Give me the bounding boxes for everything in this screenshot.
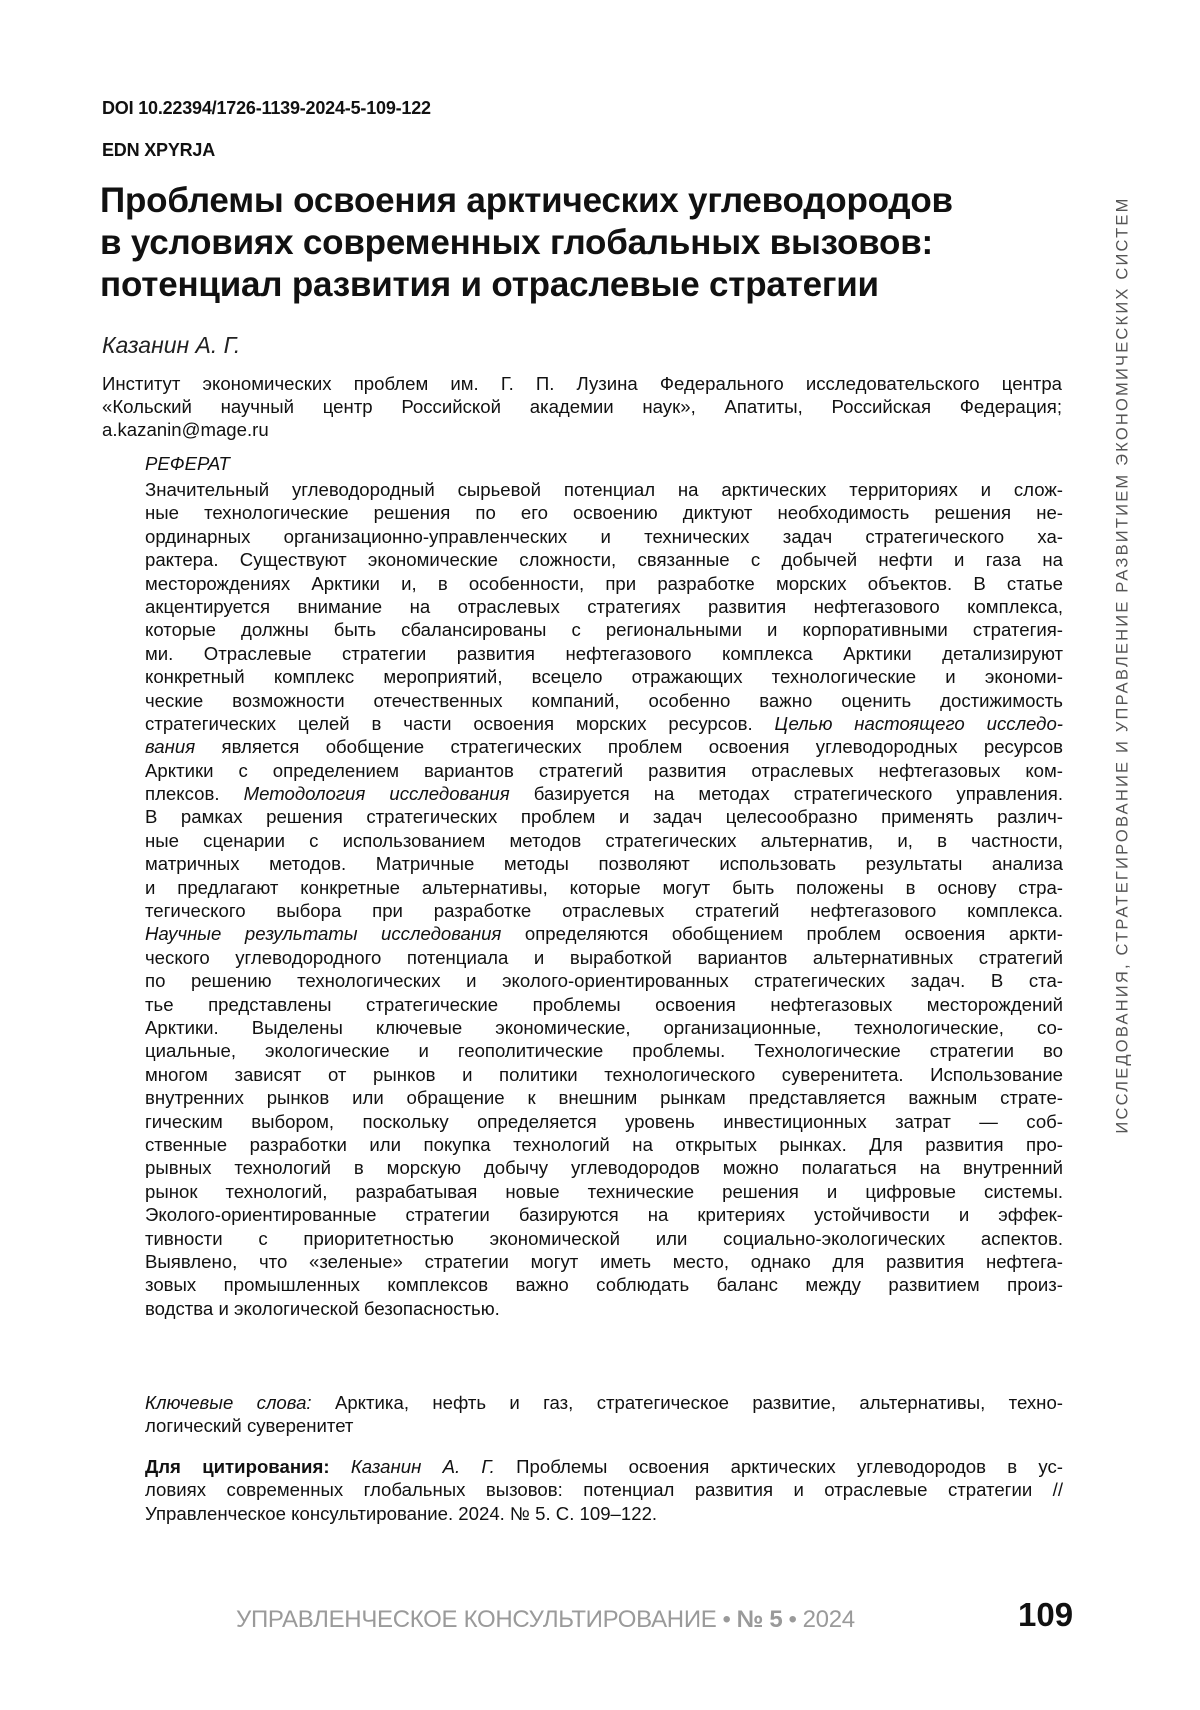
abstract-line: внутренних рынков или обращение к внешним рынкам представляется важным страте- [145,1087,1063,1109]
abstract-line [145,922,1063,945]
title-line: Проблемы освоения арктических углеводородов [100,181,953,220]
citation-text: Проблемы освоения арктических углеводородов в ус- [494,1456,1063,1477]
keywords-label: Ключевые слова: [145,1392,312,1413]
abstract-heading: РЕФЕРАТ [145,453,230,474]
section-side-rail [1108,100,1138,1230]
abstract-line: ческого углеводородного потенциала и выработкой вариантов альтернативных стратегий [145,946,1063,968]
abstract-line: ми. Отраслевые стратегии развития нефтегазового комплекса Арктики детализируют [145,642,1063,664]
method-phrase: Методология исследования [243,783,510,805]
abstract-line: Выявлено, что «зеленые» стратегии могут иметь место, однако для развития нефтега- [145,1250,1063,1272]
abstract-line: и предлагают конкретные альтернативы, которые могут быть положены в основу стра- [145,876,1063,898]
abstract-line: ные сценарии с использованием методов стратегических альтернатив, и, в частности, [145,829,1063,851]
abstract-line [145,735,1063,758]
abstract-line: по решению технологических и эколого-ориентированных стратегических задач. В ста- [145,970,1063,992]
title-line: потенциал развития и отраслевые стратегии [100,265,879,304]
abstract-line: которые должны быть сбалансированы с региональными и корпоративными стратегия- [145,619,1063,641]
abstract-line: ческие возможности отечественных компаний, особенно важно оценить достижимость [145,689,1063,711]
abstract-line: матричных методов. Матричные методы позволяют использовать результаты анализа [145,853,1063,875]
abstract-line: ственные разработки или покупка технологий на открытых рынках. Для развития про- [145,1133,1063,1155]
abstract-fragment: плексов. [145,783,244,805]
abstract-line [145,712,1063,735]
abstract-line [145,782,1063,805]
citation-line: Управленческое консультирование. 2024. № 5. С. 109–122. [145,1502,658,1524]
article-title [100,180,1020,306]
affiliation-line: «Кольский научный центр Российской академии наук», Апатиты, Российская Федерация; [102,396,1062,417]
issue-year: 2024 [802,1606,855,1633]
goal-phrase-end: вания [145,736,196,758]
abstract-fragment: является обобщение стратегических проблем освоения углеводородных ресурсов [195,736,1063,758]
page-number: 109 [1018,1596,1074,1633]
abstract-line: рывных технологий в морскую добычу углеводородов можно полагаться на внутренний [145,1157,1063,1179]
title-line: в условиях современных глобальных вызовов: [100,223,933,262]
citation-block [145,1455,1063,1525]
abstract-line: В рамках решения стратегических проблем и задач целесообразно применять различ- [145,806,1063,828]
abstract-line: тегического выбора при разработке отраслевых стратегий нефтегазового комплекса. [145,900,1063,922]
author-affiliation [102,372,1062,441]
abstract-line: рынок технологий, разрабатывая новые технические решения и цифровые системы. [145,1180,1063,1202]
abstract-line: Арктики с определением вариантов стратегий развития отраслевых нефтегазовых ком- [145,759,1063,781]
abstract-line: конкретный комплекс мероприятий, всецело отражающих технологические и экономи- [145,666,1063,688]
abstract-line: водства и экологической безопасностью. [145,1297,500,1319]
abstract-line: гическим выбором, поскольку определяется уровень инвестиционных затрат — соб- [145,1110,1063,1132]
separator-dot: • [722,1606,731,1633]
abstract-line: Эколого-ориентированные стратегии базируются на критериях устойчивости и эффек- [145,1204,1063,1226]
journal-name: УПРАВЛЕНЧЕСКОЕ КОНСУЛЬТИРОВАНИЕ [236,1606,717,1633]
issue-number: № 5 [736,1606,783,1633]
separator-dot: • [788,1606,797,1633]
abstract-line: рактера. Существуют экономические сложности, связанные с добычей нефти и газа на [145,549,1063,571]
abstract-line: зовых промышленных комплексов важно соблюдать баланс между развитием произ- [145,1274,1063,1296]
edn-line: EDN XPYRJA [102,140,216,160]
abstract-line: акцентируется внимание на отраслевых стратегиях развития нефтегазового комплекса, [145,595,1063,617]
keywords-line: логический суверенитет [145,1415,354,1437]
keywords-text: Арктика, нефть и газ, стратегическое развитие, альтернативы, техно- [311,1392,1063,1413]
abstract-line: тье представлены стратегические проблемы освоения нефтегазовых месторождений [145,993,1063,1015]
abstract-line: Арктики. Выделены ключевые экономические, организационные, технологические, со- [145,1016,1063,1038]
doi-line: DOI 10.22394/1726-1139-2024-5-109-122 [102,98,431,118]
author-name: Казанин А. Г. [102,332,241,358]
affiliation-line: Институт экономических проблем им. Г. П. Лузина Федерального исследовательского центра [102,373,1062,394]
abstract-line: Значительный углеводородный сырьевой потенциал на арктических территориях и слож- [145,479,1063,500]
citation-label: Для цитирования: [145,1456,330,1477]
abstract-body [145,478,1063,1320]
abstract-fragment: базируется на методах стратегического управления. [509,783,1063,805]
citation-line [145,1455,1063,1478]
citation-line: ловиях современных глобальных вызовов: потенциал развития и отраслевые стратегии // [145,1479,1063,1501]
abstract-line: ординарных организационно-управленческих и технических задач стратегического ха- [145,525,1063,547]
abstract-fragment: определяются обобщением проблем освоения аркти- [501,923,1063,945]
author-email[interactable]: a.kazanin@mage.ru [102,419,269,440]
keywords-block [145,1391,1063,1438]
results-phrase: Научные результаты исследования [145,923,502,945]
keywords-line [145,1391,1063,1414]
citation-author: Казанин А. Г. [329,1456,495,1477]
abstract-line: тивности с приоритетностью экономической или социально-экологических аспектов. [145,1227,1063,1249]
goal-phrase: Целью настоящего исследо- [774,712,1063,734]
footer-journal [236,1606,855,1634]
abstract-line: ные технологические решения по его освоению диктуют необходимость решения не- [145,502,1063,524]
abstract-line: месторождениях Арктики и, в особенности, при разработке морских объектов. В статье [145,572,1063,594]
section-title-vertical: ИССЛЕДОВАНИЯ, СТРАТЕГИРОВАНИЕ И УПРАВЛЕНИЕ РАЗВИТИЕМ ЭКОНОМИЧЕСКИХ СИСТЕМ [1113,196,1132,1134]
abstract-line: многом зависят от рынков и политики технологического суверенитета. Использование [145,1063,1063,1085]
abstract-line: циальные, экологические и геополитические проблемы. Технологические стратегии во [145,1040,1063,1062]
abstract-fragment: стратегических целей в части освоения морских ресурсов. [145,712,775,734]
